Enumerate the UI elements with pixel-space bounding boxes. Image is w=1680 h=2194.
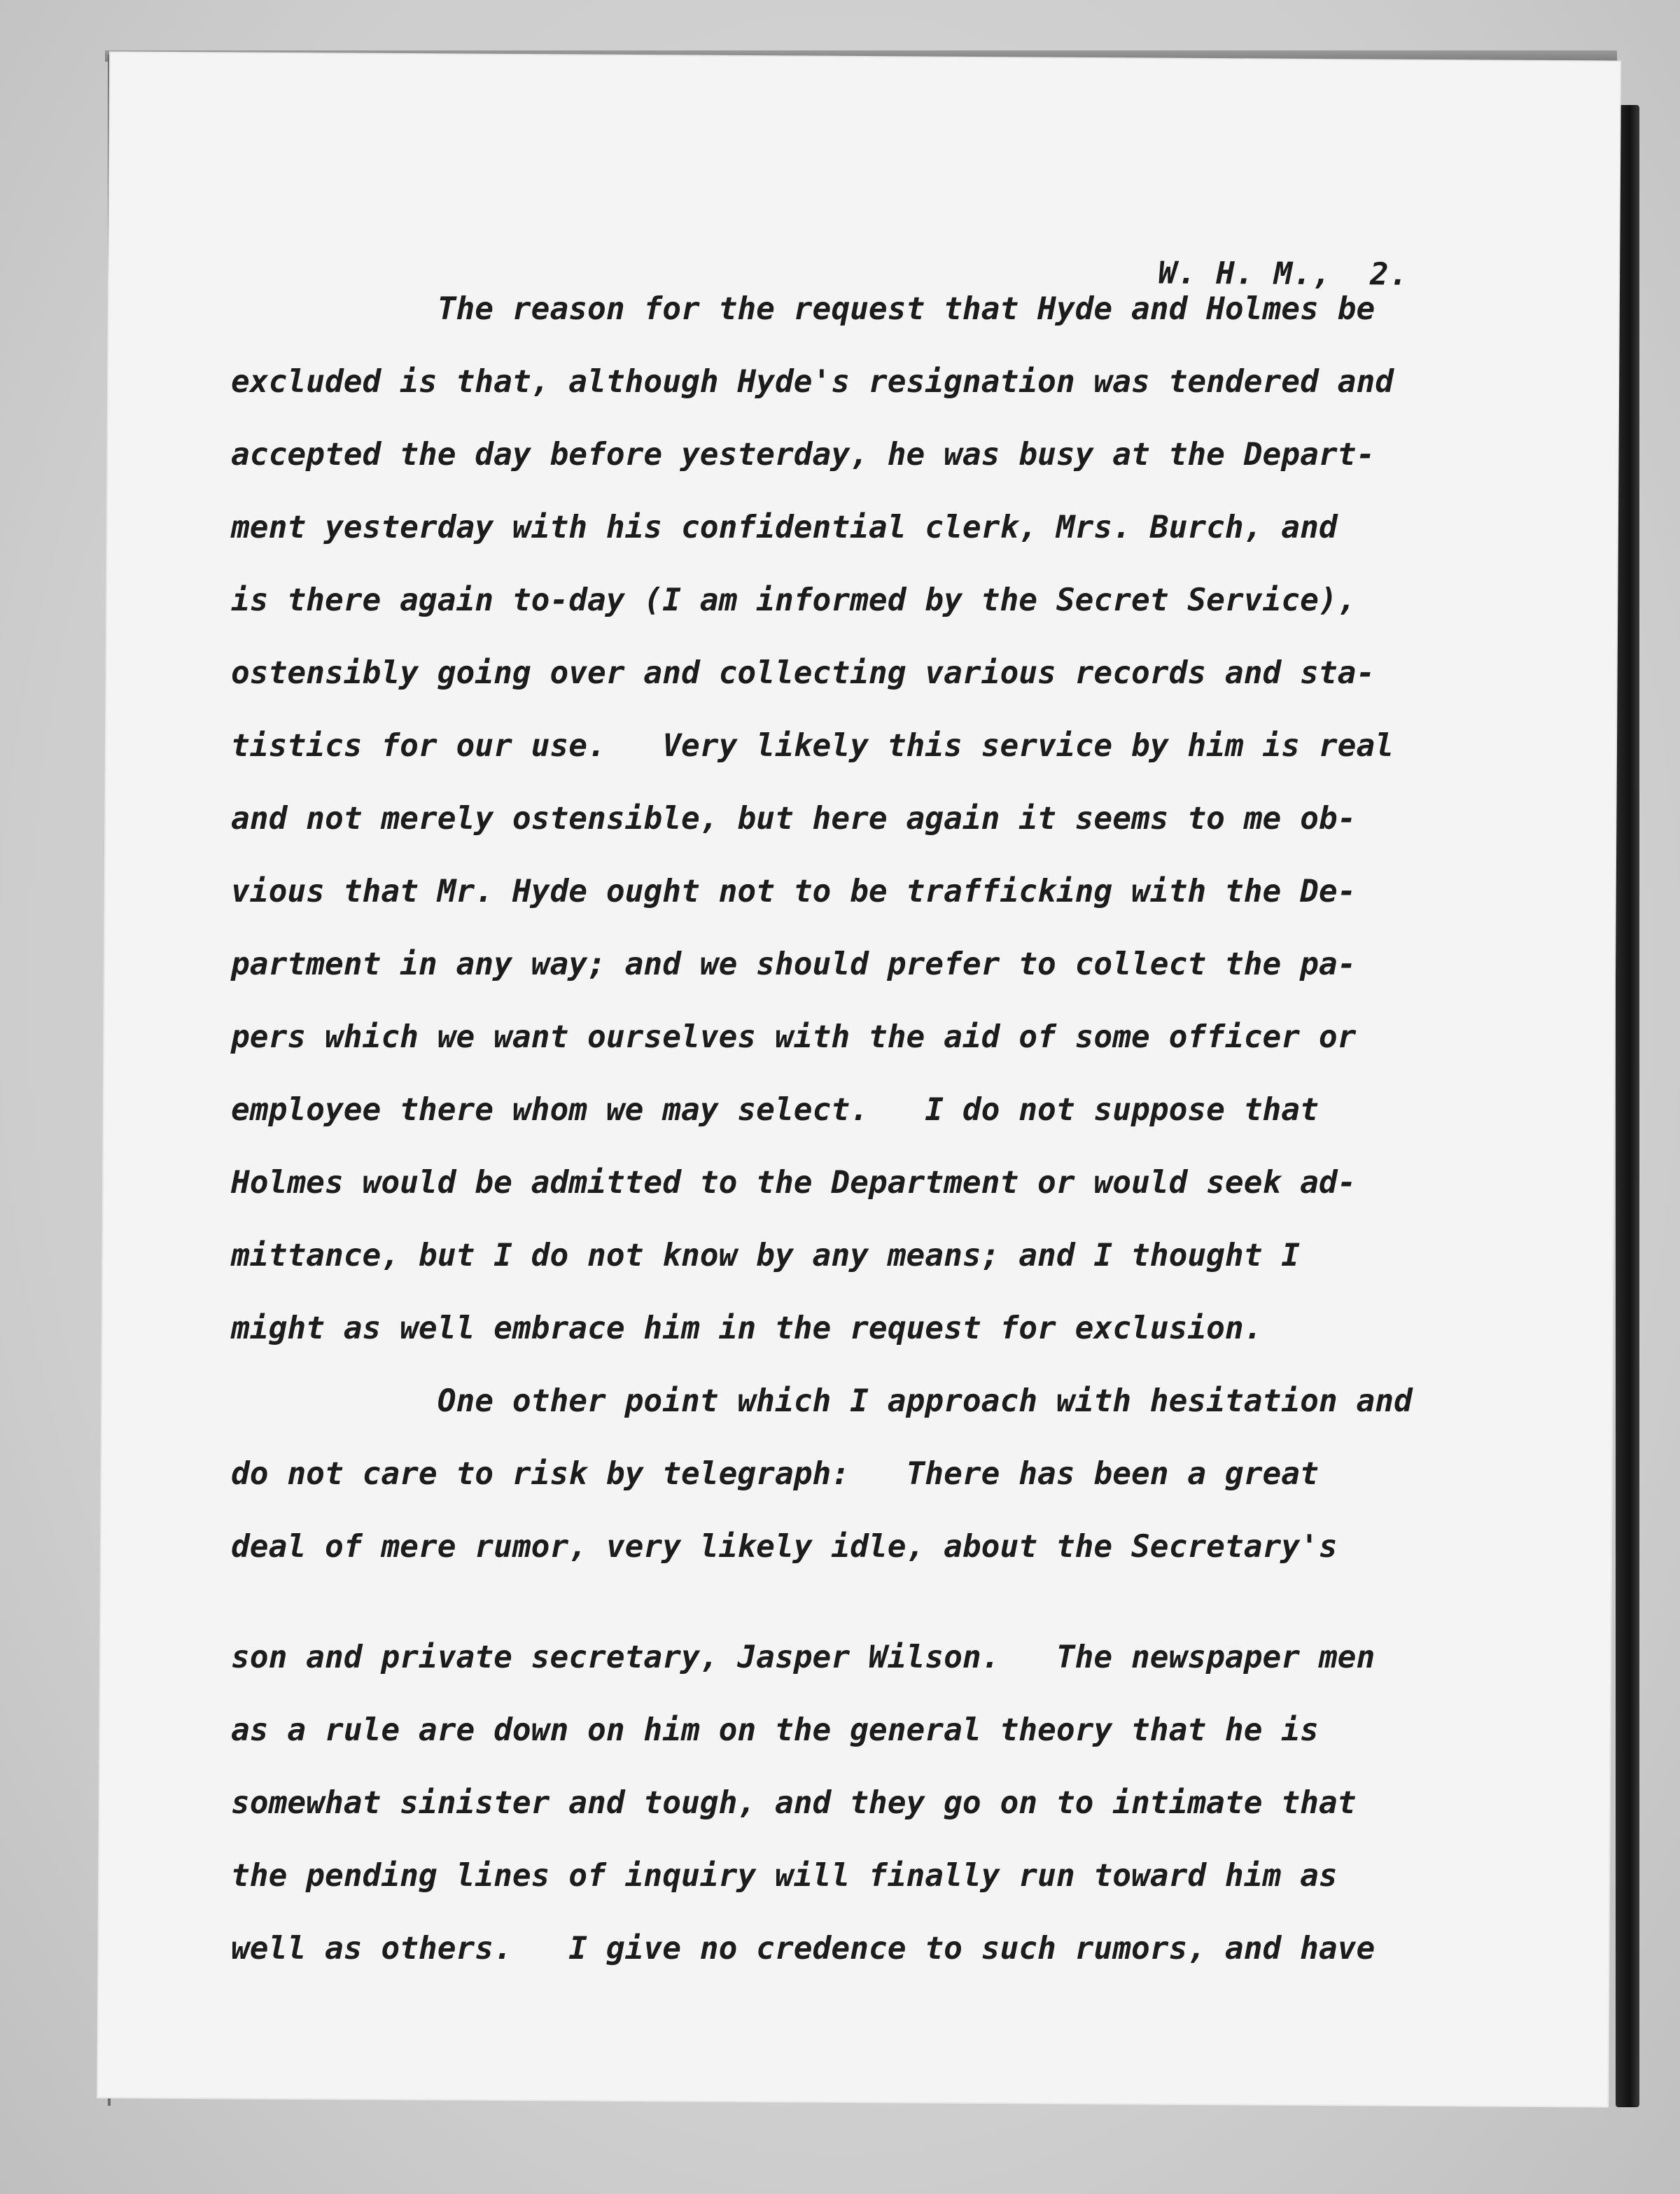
text-line: The reason for the request that Hyde and Holmes be (231, 291, 1376, 327)
text-line: vious that Mr. Hyde ought not to be trafficking with the De- (231, 874, 1357, 909)
text-line: and not merely ostensible, but here again it seems to me ob- (231, 801, 1357, 837)
text-line: deal of mere rumor, very likely idle, about the Secretary's (231, 1529, 1338, 1565)
text-line: excluded is that, although Hyde's resignation was tendered and (231, 364, 1394, 400)
text-line: do not care to risk by telegraph: There has been a great (231, 1456, 1319, 1492)
letter-body (231, 273, 1505, 1985)
text-line: somewhat sinister and tough, and they go on to intimate that (231, 1785, 1357, 1821)
text-line: might as well embrace him in the request for exclusion. (231, 1311, 1263, 1346)
text-line: ment yesterday with his confidential clerk, Mrs. Burch, and (231, 510, 1338, 545)
text-line: the pending lines of inquiry will finally run toward him as (231, 1858, 1338, 1894)
page-header: W. H. M., 2. (1158, 255, 1409, 293)
text-line: as a rule are down on him on the general theory that he is (231, 1712, 1319, 1748)
paper-right-shadow (1616, 105, 1639, 2107)
text-line: well as others. I give no credence to such rumors, and have (231, 1931, 1376, 1966)
text-line: employee there whom we may select. I do not suppose that (231, 1092, 1319, 1128)
text-line: accepted the day before yesterday, he was busy at the Depart- (231, 437, 1376, 473)
text-line: pers which we want ourselves with the aid of some officer or (231, 1019, 1357, 1055)
text-line: One other point which I approach with hesitation and (231, 1383, 1413, 1419)
text-line-spacer (231, 1584, 1505, 1621)
text-line: tistics for our use. Very likely this service by him is real (231, 728, 1394, 764)
text-line: Holmes would be admitted to the Department or would seek ad- (231, 1165, 1357, 1201)
text-line: mittance, but I do not know by any means; and I thought I (231, 1238, 1301, 1273)
text-line: is there again to-day (I am informed by the Secret Service), (231, 582, 1357, 618)
text-line: partment in any way; and we should prefer to collect the pa- (231, 946, 1357, 982)
text-line: son and private secretary, Jasper Wilson. The newspaper men (231, 1640, 1376, 1675)
text-line: ostensibly going over and collecting various records and sta- (231, 655, 1376, 691)
